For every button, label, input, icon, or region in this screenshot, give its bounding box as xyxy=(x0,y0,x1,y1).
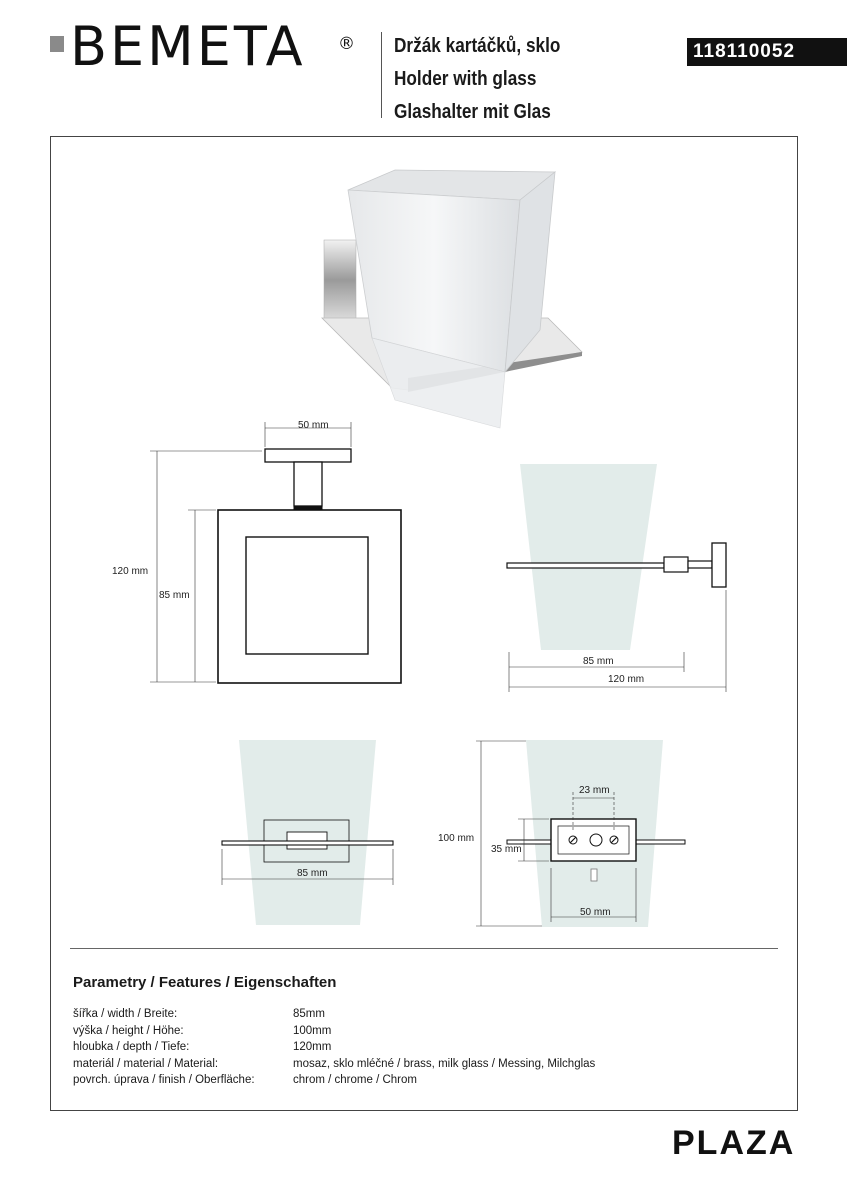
dim-front-height-inner: 85 mm xyxy=(159,590,190,601)
feature-label: povrch. úprava / finish / Oberfläche: xyxy=(73,1074,255,1086)
feature-value: 85mm xyxy=(293,1008,325,1020)
side-view xyxy=(507,464,726,650)
dim-back-hole-spacing: 23 mm xyxy=(579,785,610,796)
feature-value: chrom / chrome / Chrom xyxy=(293,1074,417,1086)
dim-bottom-width: 85 mm xyxy=(297,868,328,879)
dim-top-width: 50 mm xyxy=(298,420,329,431)
bottom-view xyxy=(222,740,393,925)
feature-row-finish xyxy=(73,1072,595,1089)
back-view xyxy=(507,740,685,927)
feature-row-depth xyxy=(73,1039,595,1056)
product-photo xyxy=(322,170,582,428)
title-de: Glashalter mit Glas xyxy=(394,101,551,123)
feature-row-material xyxy=(73,1056,595,1073)
feature-value: mosaz, sklo mléčné / brass, milk glass / Messing, Milchglas xyxy=(293,1057,596,1070)
feature-label: materiál / material / Material: xyxy=(73,1057,219,1070)
feature-label: výška / height / Höhe: xyxy=(73,1024,184,1037)
registered-mark: ® xyxy=(338,34,355,54)
series-name: PLAZA xyxy=(672,1124,796,1162)
feature-row-width xyxy=(73,1006,595,1023)
section-divider xyxy=(70,948,778,949)
dim-back-height: 100 mm xyxy=(438,833,475,844)
dim-side-width-inner: 85 mm xyxy=(583,656,614,667)
feature-value: 100mm xyxy=(293,1024,332,1037)
feature-label: šířka / width / Breite: xyxy=(73,1008,178,1020)
title-en: Holder with glass xyxy=(394,68,537,90)
product-code: 118110052 xyxy=(687,38,847,66)
feature-row-height xyxy=(73,1023,595,1040)
front-view xyxy=(218,449,401,683)
feature-label: hloubka / depth / Tiefe: xyxy=(73,1041,190,1053)
title-cz: Držák kartáčků, sklo xyxy=(394,35,561,57)
features-title: Parametry / Features / Eigenschaften xyxy=(73,974,337,991)
dim-front-height-outer: 120 mm xyxy=(112,566,149,577)
dim-back-plate-height: 35 mm xyxy=(491,844,522,855)
features-table xyxy=(73,1006,595,1089)
feature-value: 120mm xyxy=(293,1041,332,1053)
dim-side-width-outer: 120 mm xyxy=(608,674,645,685)
dim-back-plate-width: 50 mm xyxy=(580,907,611,918)
brand-logo: BEMETA xyxy=(70,15,306,78)
